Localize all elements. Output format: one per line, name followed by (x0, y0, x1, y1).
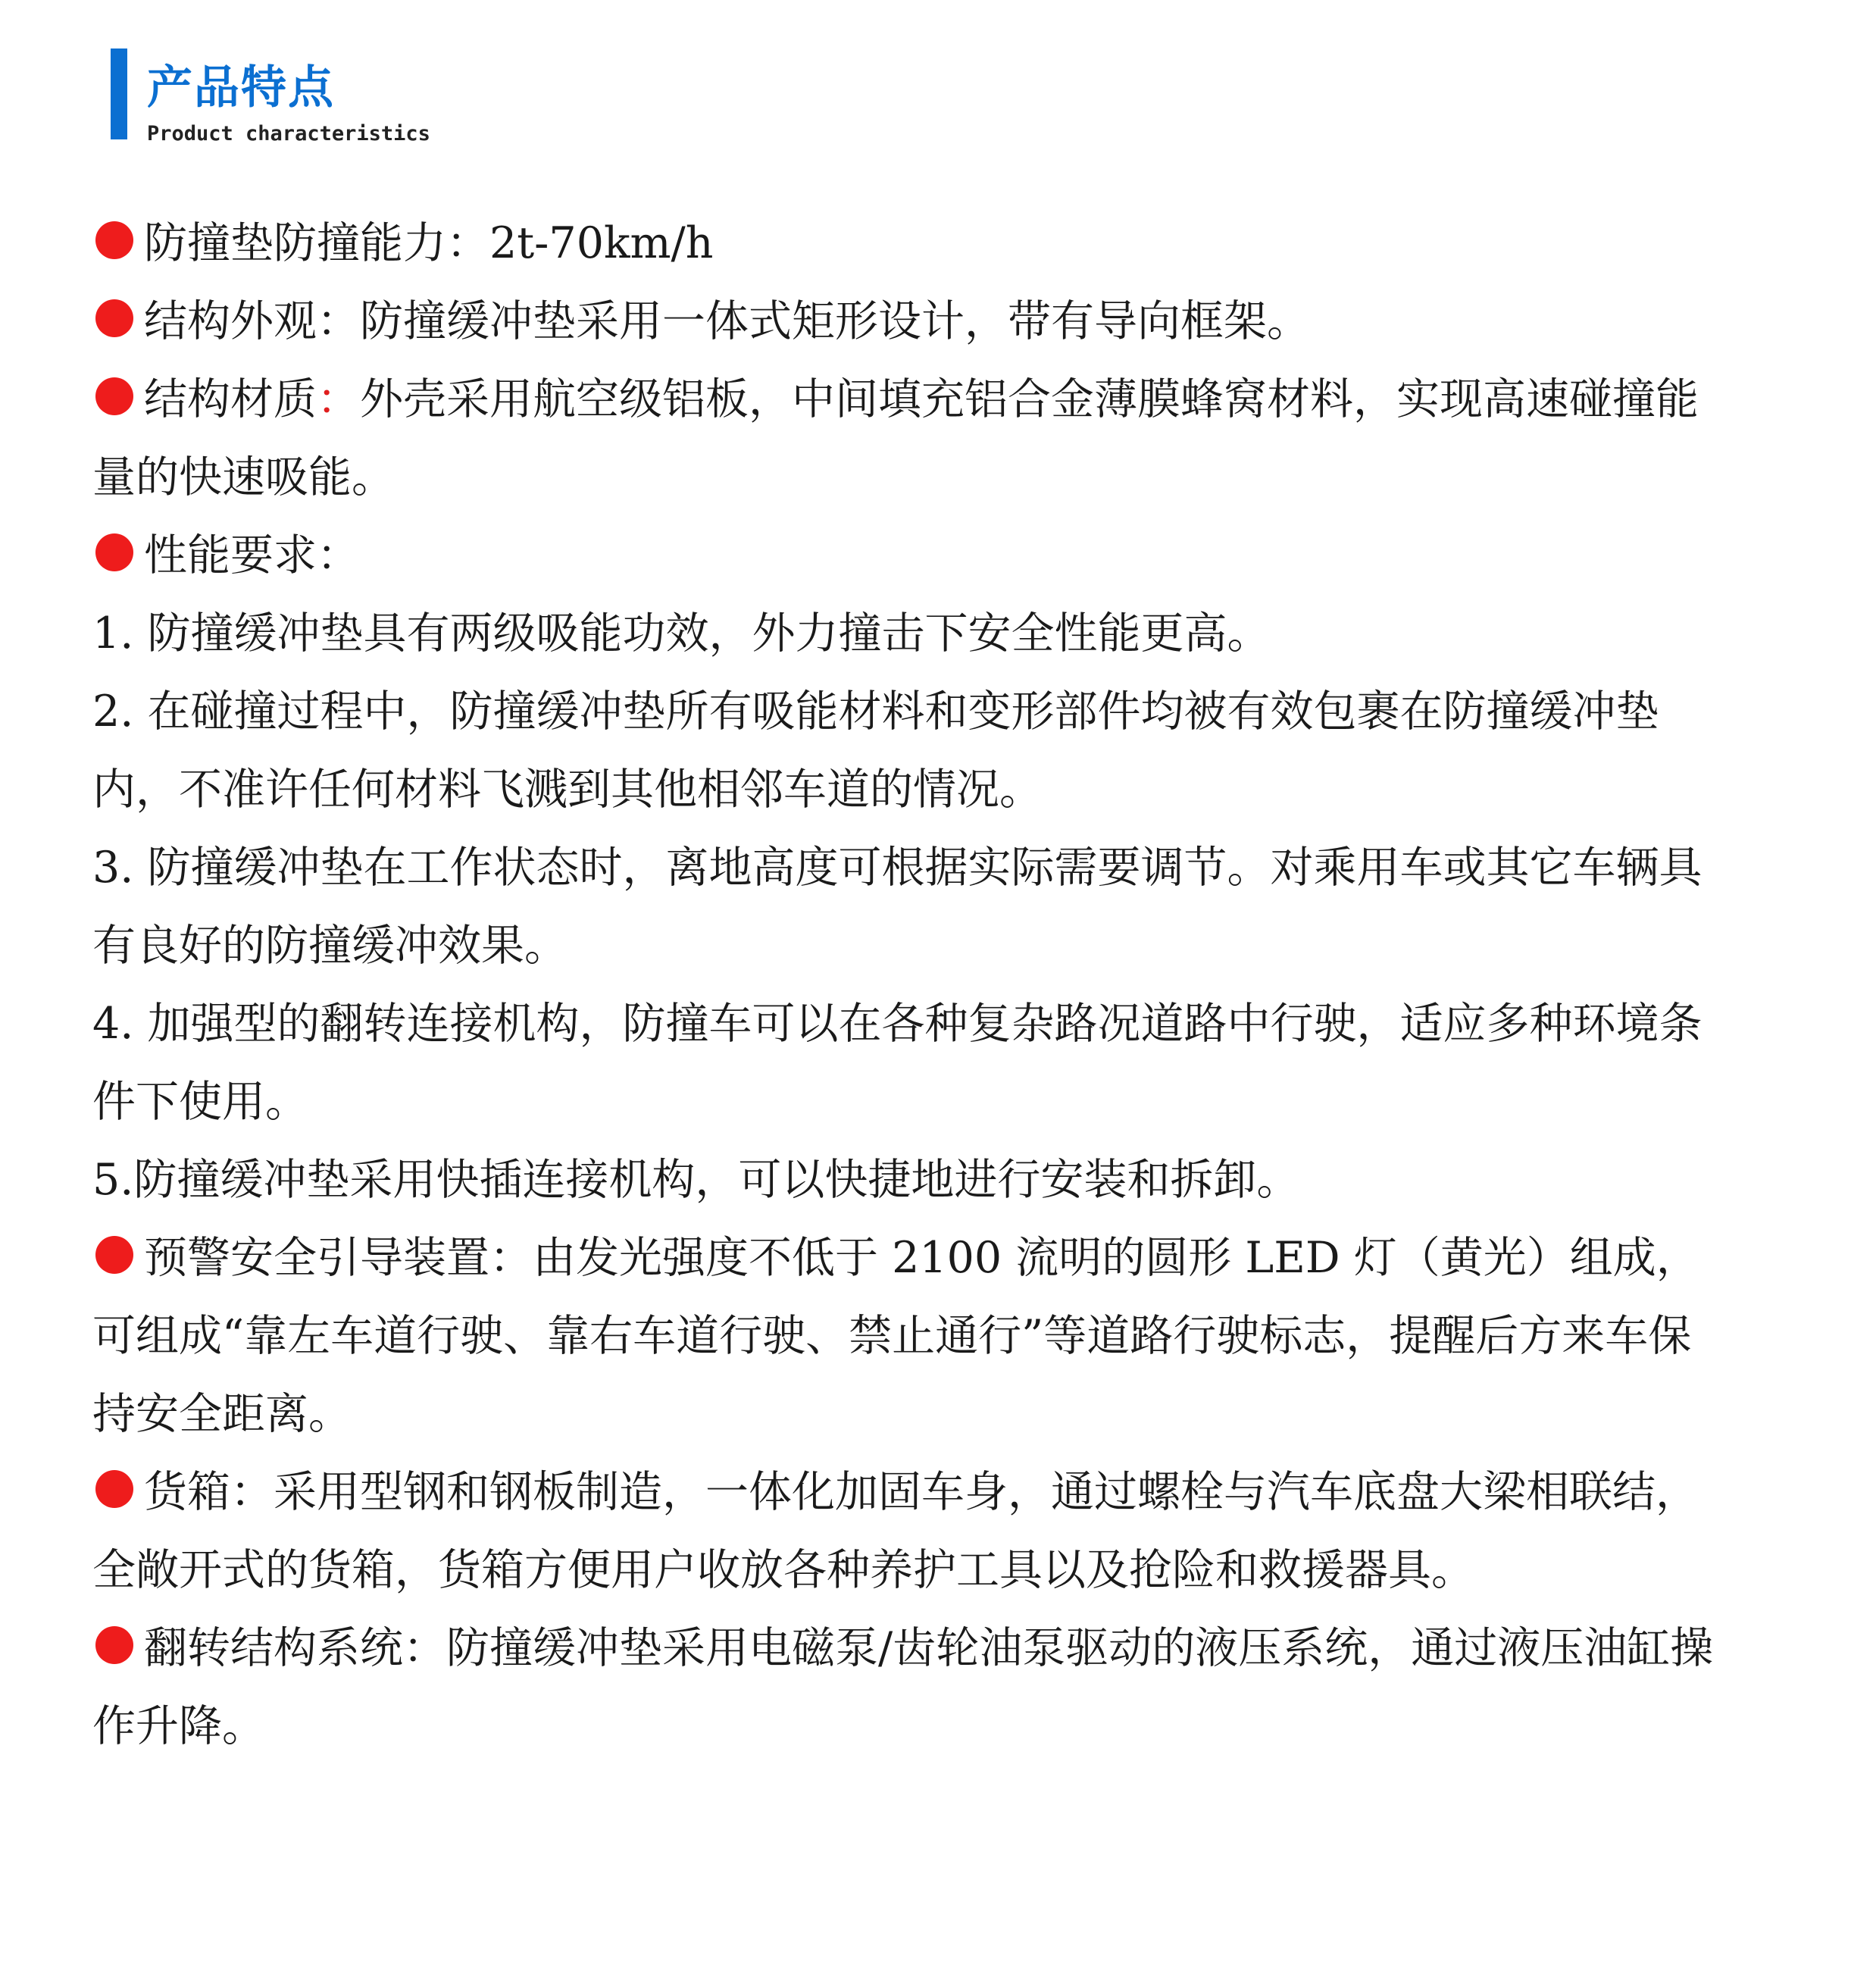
section-subtitle: Product characteristics (147, 122, 430, 145)
red-bullet-icon (95, 221, 133, 259)
feature-list (92, 205, 1721, 1766)
feature-text: 2t-70km/h (489, 218, 714, 268)
feature-item-performance (92, 517, 1721, 595)
performance-point-4: 4. 加强型的翻转连接机构，防撞车可以在各种复杂路况道路中行驶，适应多种环境条件下使用。 (92, 999, 1702, 1127)
red-bullet-icon (95, 299, 133, 337)
feature-item-warning-guide (92, 1219, 1721, 1453)
red-bullet-icon (95, 1626, 133, 1664)
red-bullet-icon (95, 377, 133, 415)
performance-point-1: 1. 防撞缓冲垫具有两级吸能功效，外力撞击下安全性能更高。 (92, 608, 1271, 659)
feature-text: 采用型钢和钢板制造，一体化加固车身，通过螺栓与汽车底盘大梁相联结，全敞开式的货箱，货箱方便用户收放各种养护工具以及抢险和救援器具。 (92, 1467, 1699, 1595)
red-bullet-icon (95, 533, 133, 571)
feature-label: 预警安全引导装置： (144, 1233, 533, 1283)
feature-item-crash-capacity (92, 205, 1721, 283)
feature-text: 由发光强度不低于 2100 流明的圆形 LED 灯（黄光）组成，可组成“靠左车道行驶、靠右车道行驶、禁止通行”等道路行驶标志，提醒后方来车保持安全距离。 (92, 1233, 1699, 1439)
red-bullet-icon (95, 1470, 133, 1508)
feature-text: 防撞缓冲垫采用电磁泵/齿轮油泵驱动的液压系统，通过液压油缸操作升降。 (92, 1623, 1714, 1751)
performance-point-2: 2. 在碰撞过程中，防撞缓冲垫所有吸能材料和变形部件均被有效包裹在防撞缓冲垫内，不准许任何材料飞溅到其他相邻车道的情况。 (92, 687, 1659, 815)
feature-label: 结构外观： (144, 296, 360, 346)
performance-point-5: 5.防撞缓冲垫采用快插连接机构，可以快捷地进行安装和拆卸。 (92, 1155, 1300, 1205)
feature-label: 结构材质 (144, 374, 317, 424)
section-title: 产品特点 (147, 61, 335, 114)
feature-label: 性能要求： (144, 530, 360, 580)
feature-item-flip-system (92, 1610, 1721, 1766)
performance-point-3: 3. 防撞缓冲垫在工作状态时，离地高度可根据实际需要调节。对乘用车或其它车辆具有良好的防撞缓冲效果。 (92, 843, 1702, 971)
feature-label-colon: ： (317, 374, 360, 424)
feature-label: 翻转结构系统： (144, 1623, 446, 1673)
feature-item-structure-appearance (92, 283, 1721, 361)
feature-item-structure-material (92, 361, 1721, 517)
feature-text: 外壳采用航空级铝板，中间填充铝合金薄膜蜂窝材料，实现高速碰撞能量的快速吸能。 (92, 374, 1699, 502)
red-bullet-icon (95, 1236, 133, 1274)
feature-label: 货箱： (144, 1467, 274, 1517)
feature-label: 防撞垫防撞能力： (144, 218, 489, 268)
feature-item-cargo-box (92, 1453, 1721, 1610)
header-accent-bar (111, 48, 127, 139)
feature-text: 防撞缓冲垫采用一体式矩形设计，带有导向框架。 (360, 296, 1310, 346)
